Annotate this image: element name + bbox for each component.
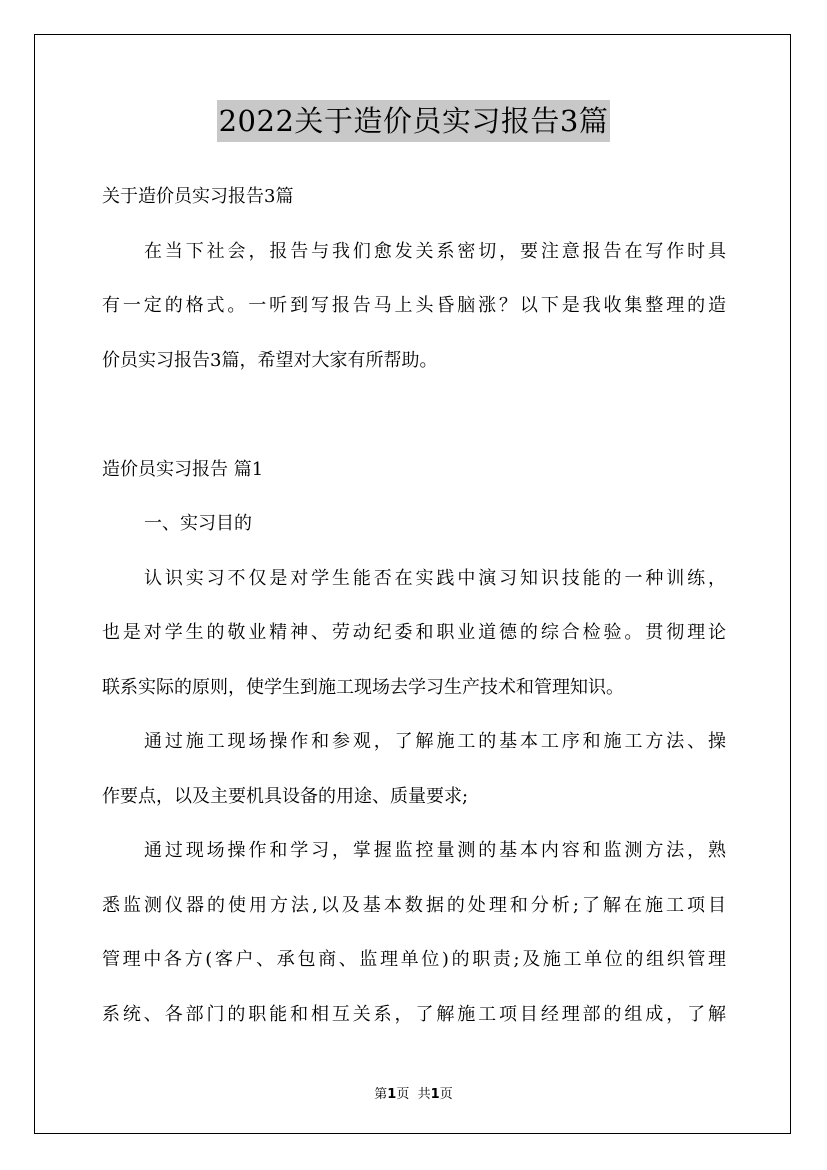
paragraph-line: 悉监测仪器的使用方法,以及基本数据的处理和分析;了解在施工项目 [102,894,726,916]
document-body [102,170,726,1042]
intro-line: 有一定的格式。一听到写报告马上头昏脑涨？以下是我收集整理的造 [102,295,726,316]
page-label: 页 [396,1087,410,1102]
page-prefix: 第 [374,1087,388,1102]
page-total: 1 [430,1087,440,1102]
paragraph-line: 也是对学生的敬业精神、劳动纪委和职业道德的综合检验。贯彻理论 [102,622,726,643]
blank-line [102,388,726,443]
document-subtitle: 关于造价员实习报告3篇 [102,186,294,207]
paragraph-line: 认识实习不仅是对学生能否在实践中演习知识技能的一种训练， [144,567,726,589]
item-heading: 一、实习目的 [144,513,252,534]
section-heading: 造价员实习报告 篇1 [102,458,264,480]
intro-line: 价员实习报告3篇，希望对大家有所帮助。 [102,349,438,371]
page-footer [0,1083,827,1102]
document-title: 2022关于造价员实习报告3篇 [217,100,611,142]
paragraph-line: 通过施工现场操作和参观，了解施工的基本工序和施工方法、操 [144,731,726,752]
total-prefix: 共 [417,1087,431,1102]
paragraph-line: 通过现场操作和学习，掌握监控量测的基本内容和监测方法，熟 [144,840,726,861]
intro-line: 在当下社会，报告与我们愈发关系密切，要注意报告在写作时具 [144,240,726,262]
paragraph-line: 联系实际的原则，使学生到施工现场去学习生产技术和管理知识。 [102,676,624,698]
total-label: 页 [439,1087,453,1102]
page-number: 1 [387,1087,397,1102]
paragraph-line: 管理中各方(客户、承包商、监理单位)的职责;及施工单位的组织管理 [102,949,726,970]
title-container [0,100,827,142]
paragraph-line: 作要点，以及主要机具设备的用途、质量要求; [102,785,469,807]
paragraph-line: 系统、各部门的职能和相互关系，了解施工项目经理部的组成，了解 [102,1003,726,1025]
